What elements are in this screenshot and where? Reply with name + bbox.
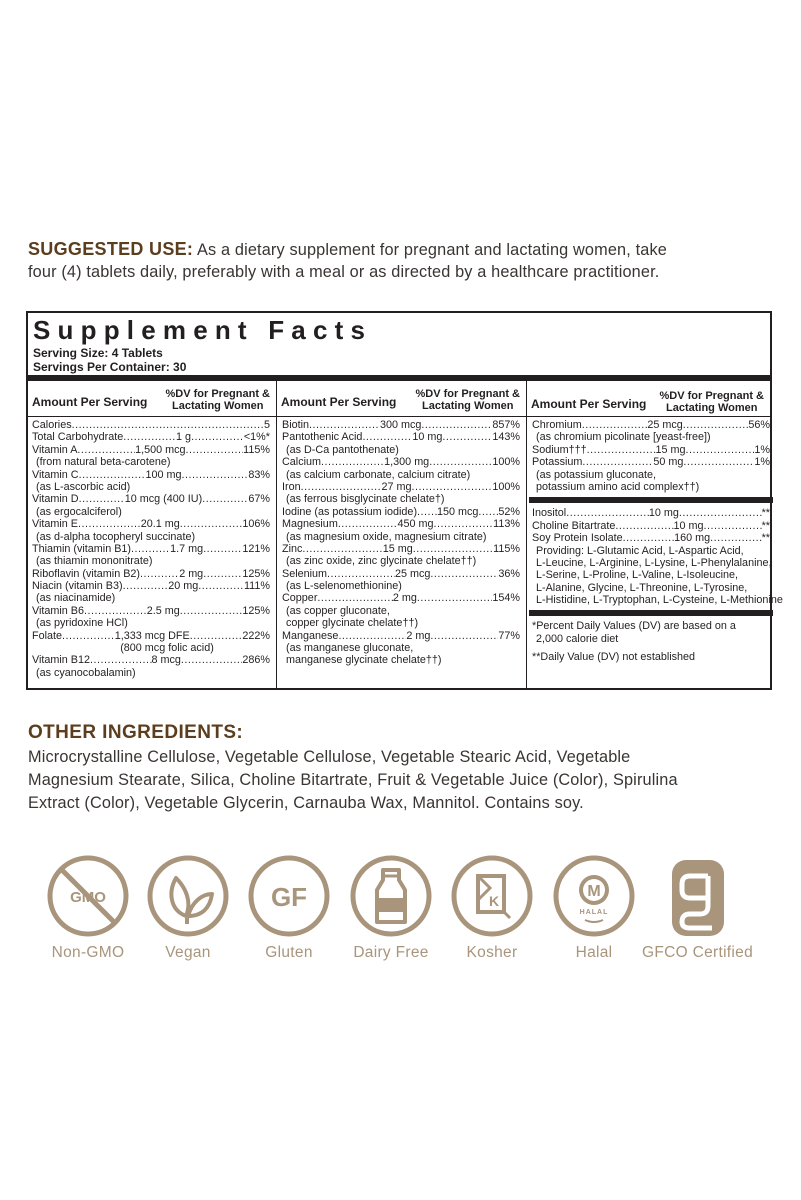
gf-text: GF (270, 882, 308, 912)
nutrient-amount: 50 mg (653, 456, 684, 469)
dot-leader (202, 493, 248, 505)
nutrient-amount: 15 mg (655, 443, 686, 456)
nutrient-row (32, 630, 270, 642)
column-divider-1 (276, 375, 277, 688)
nutrient-dv: 115% (493, 542, 520, 555)
dot-leader (421, 419, 492, 431)
nutrient-dv: 56% (748, 419, 770, 431)
suggested-use (28, 238, 780, 283)
serving-size: Serving Size: 4 Tablets (33, 346, 163, 360)
suggested-use-text-1: As a dietary supplement for pregnant and lactating women, take (197, 241, 667, 259)
badge-label: Gluten (265, 944, 313, 961)
nutrient-name: Potassium (532, 456, 583, 469)
nutrient-source-note: potassium amino acid complex††) (536, 480, 700, 493)
nutrient-row (32, 580, 270, 592)
nutrient-row (532, 520, 770, 532)
column-header-2 (277, 386, 526, 416)
nutrient-source-note: (as chromium picolinate [yeast-free]) (536, 431, 711, 444)
dot-leader (362, 431, 412, 443)
dot-leader (79, 469, 146, 481)
nutrient-name: Folate (32, 629, 63, 642)
dv-header-line-1: %DV for Pregnant & (165, 388, 270, 400)
dot-leader (190, 630, 243, 642)
suggested-use-heading: SUGGESTED USE: (28, 239, 194, 259)
nutrient-dv: 222% (242, 629, 270, 642)
nutrient-name: Riboflavin (vitamin B2) (32, 567, 141, 580)
dot-leader (478, 506, 498, 518)
nutrient-source-note: (as ergocalciferol) (36, 505, 122, 518)
nutrient-amount: 2 mg (179, 567, 204, 580)
nutrient-amount: 10 mcg (400 IU) (124, 493, 203, 506)
dot-leader (338, 518, 398, 530)
nutrient-row (32, 654, 270, 666)
nutrient-row (282, 518, 520, 530)
dot-leader (140, 568, 179, 580)
nutrient-source-note: (as D-Ca pantothenate) (286, 443, 399, 456)
nutrient-name: Vitamin B6 (32, 604, 85, 617)
nutrient-amount: 10 mg (673, 519, 704, 532)
nutrient-source-note: (as calcium carbonate, calcium citrate) (286, 468, 471, 481)
badge-label: Non-GMO (51, 944, 125, 961)
nutrient-row (282, 568, 520, 580)
nutrient-row (32, 431, 270, 443)
dot-leader (566, 507, 649, 519)
nutrient-row (282, 592, 520, 604)
nutrient-dv: 36% (498, 567, 520, 580)
nutrient-source-note: (as pyridoxine HCl) (36, 617, 128, 630)
column-header-3 (527, 388, 770, 418)
nutrient-amount: 160 mg (674, 532, 711, 545)
dot-leader (704, 520, 762, 532)
nutrient-name: Vitamin C (32, 468, 79, 481)
nutrient-row (282, 630, 520, 642)
footnotes (532, 620, 770, 664)
nutrient-row (532, 419, 770, 431)
facts-title: Supplement Facts (33, 315, 373, 345)
gfco-logo-icon (668, 854, 728, 938)
nutrient-amount: 15 mg (382, 542, 413, 555)
dot-leader (686, 444, 755, 456)
dot-leader (302, 543, 382, 555)
dot-leader (301, 481, 382, 493)
nutrient-source-note: L-Histidine, L-Tryptophan, L-Cysteine, L-Methionine (536, 594, 783, 607)
dot-leader (84, 605, 147, 617)
dot-leader (434, 518, 494, 530)
nutrient-name: Chromium (532, 419, 582, 431)
nutrient-dv: 1% (754, 443, 770, 456)
dot-leader (683, 456, 754, 468)
dot-leader (412, 481, 493, 493)
nutrient-name: Thiamin (vitamin B1) (32, 542, 131, 555)
nutrient-dv: 125% (242, 567, 270, 580)
badge-gluten (244, 854, 334, 962)
nutrient-amount: 2.5 mg (146, 604, 180, 617)
dot-leader (430, 568, 498, 580)
dv-header (659, 390, 764, 414)
kosher-text: K (488, 893, 500, 909)
badge-vegan (143, 854, 233, 962)
other-ingredients-line-1: Microcrystalline Cellulose, Vegetable Cellulose, Vegetable Stearic Acid, Vegetable (28, 748, 631, 766)
dot-leader (79, 493, 125, 505)
gluten-free-icon (247, 854, 331, 938)
leaf-icon (146, 854, 230, 938)
dot-leader (317, 592, 392, 604)
nutrient-dv: 115% (243, 443, 270, 456)
nutrient-name: Inositol (532, 507, 567, 520)
nutrient-dv: 121% (242, 542, 270, 555)
nutrient-source-note: (as copper gluconate, (286, 604, 390, 617)
nutrient-row (282, 543, 520, 555)
nutrient-source-note: (as manganese gluconate, (286, 642, 414, 655)
nutrient-name: Copper (282, 592, 318, 605)
nutrient-name: Iodine (as potassium iodide) (282, 505, 418, 518)
dot-leader (181, 654, 242, 666)
dot-leader (679, 507, 762, 519)
nutrient-amount: 1,500 mcg (135, 443, 186, 456)
nutrient-name: Soy Protein Isolate (532, 532, 623, 545)
nutrient-amount: 1 g (176, 431, 192, 444)
nutrient-name: Vitamin B12 (32, 654, 91, 667)
badge-gfco (642, 854, 753, 962)
column-divider-2 (526, 375, 527, 688)
dot-leader (582, 456, 653, 468)
nutrient-source-note: (as ferrous bisglycinate chelate†) (286, 493, 445, 506)
halal-m: M (587, 883, 601, 900)
thick-rule (28, 375, 770, 381)
nutrient-row (32, 469, 270, 481)
nutrient-amount: 1,333 mcg DFE (114, 629, 190, 642)
dot-leader (182, 469, 249, 481)
footnote-calorie: 2,000 calorie diet (536, 633, 619, 646)
nutrient-name: Manganese (282, 629, 339, 642)
nutrient-source-note: L-Serine, L-Proline, L-Valine, L-Isoleucine, (536, 569, 739, 582)
nutrient-row (282, 506, 520, 518)
footnote-dv: *Percent Daily Values (DV) are based on a (532, 620, 736, 633)
suggested-use-text-2: four (4) tablets daily, preferably with a meal or as directed by a healthcare practitioner. (28, 263, 660, 281)
dot-leader (623, 532, 674, 544)
suggested-use-line-1 (28, 238, 780, 261)
dot-leader (77, 444, 135, 456)
nutrient-amount: 10 mg (648, 507, 679, 520)
dot-leader (180, 518, 243, 530)
amount-header: Amount Per Serving (531, 397, 647, 411)
dot-leader (338, 630, 406, 642)
dot-leader (72, 419, 264, 431)
dot-leader (203, 543, 242, 555)
nutrient-amount: 1,300 mg (384, 456, 430, 469)
black-bar (529, 610, 773, 616)
badge-label: Halal (575, 944, 613, 961)
nutrient-name: Total Carbohydrate (32, 431, 124, 444)
dot-leader (710, 532, 761, 544)
nutrient-dv: 125% (242, 604, 270, 617)
nutrient-source-note: copper glycinate chelate††) (286, 617, 419, 630)
dv-header-line-2: Lactating Women (172, 400, 264, 412)
nutrient-source-note: L-Alanine, Glycine, L-Threonine, L-Tyrosine, (536, 581, 748, 594)
nutrient-amount: 20 mg (168, 580, 199, 593)
nutrient-column-3-top (532, 419, 770, 493)
nutrient-row (282, 431, 520, 443)
nutrient-dv: 106% (242, 518, 270, 531)
nutrient-dv: <1%* (243, 431, 270, 444)
badge-kosher (447, 854, 537, 962)
nutrient-source-note: (as L-selenomethionine) (286, 580, 402, 593)
badge-label: Kosher (466, 944, 518, 961)
nutrient-amount: 10 mg (412, 431, 443, 444)
nutrient-dv: ** (761, 507, 770, 520)
other-ingredients-line-3: Extract (Color), Vegetable Glycerin, Carnauba Wax, Mannitol. Contains soy. (28, 794, 584, 812)
dv-header (415, 388, 520, 412)
dot-leader (413, 543, 493, 555)
nutrient-dv: 111% (243, 580, 270, 593)
nutrient-source-note: (as potassium gluconate, (536, 468, 657, 481)
dot-leader (615, 520, 673, 532)
nutrient-dv: 857% (492, 419, 520, 431)
dot-leader (78, 518, 141, 530)
nutrient-dv: 113% (493, 518, 520, 531)
nutrient-name: Vitamin E (32, 518, 79, 531)
nutrient-source-note: (as magnesium oxide, magnesium citrate) (286, 530, 487, 543)
nutrient-amount: 100 mg (145, 468, 182, 481)
nutrient-row (32, 493, 270, 505)
nutrient-row (282, 419, 520, 431)
nutrient-dv: 1% (754, 456, 770, 469)
dot-leader (327, 568, 395, 580)
column-header-1 (28, 386, 276, 416)
nutrient-row (32, 518, 270, 530)
gmo-text: GMO (70, 889, 106, 906)
dot-leader (198, 580, 244, 592)
nutrient-source-note: (as thiamin mononitrate) (36, 555, 153, 568)
nutrient-row (532, 456, 770, 468)
nutrient-source-note: (800 mcg folic acid) (120, 642, 214, 655)
nutrient-row (32, 568, 270, 580)
nutrient-amount: 25 mcg (647, 419, 683, 431)
dot-leader (417, 592, 492, 604)
nutrient-row (282, 456, 520, 468)
nutrient-column-3-middle (532, 507, 783, 607)
nutrient-column-1 (32, 419, 270, 679)
dot-leader (429, 456, 492, 468)
supplement-facts-panel (26, 311, 783, 690)
halal-icon (552, 854, 636, 938)
other-ingredients-heading: OTHER INGREDIENTS: (28, 722, 244, 743)
black-bar (529, 497, 773, 503)
dot-leader (442, 431, 492, 443)
nutrient-name: Choline Bitartrate (532, 519, 616, 532)
nutrient-amount: 27 mg (381, 480, 412, 493)
nutrient-row (532, 507, 770, 519)
dot-leader (123, 580, 169, 592)
nutrient-amount: 8 mcg (151, 654, 181, 667)
dot-leader (203, 568, 242, 580)
other-ingredients-line-2: Magnesium Stearate, Silica, Choline Bitartrate, Fruit & Vegetable Juice (Color), Spirulina (28, 771, 678, 789)
dot-leader (191, 431, 244, 443)
nutrient-source-note: (as cyanocobalamin) (36, 666, 136, 679)
nutrient-dv: 100% (492, 480, 520, 493)
badge-label: Vegan (165, 944, 211, 961)
dv-header-line-2: Lactating Women (422, 400, 514, 412)
dot-leader (131, 543, 170, 555)
dv-header-line-1: %DV for Pregnant & (415, 388, 520, 400)
nutrient-amount: 2 mg (406, 629, 431, 642)
nutrient-dv: 100% (492, 456, 520, 469)
nutrient-row (32, 543, 270, 555)
certification-badges (0, 854, 801, 964)
nutrient-name: Iron (282, 480, 301, 493)
non-gmo-icon (46, 854, 130, 938)
dot-leader (417, 506, 437, 518)
nutrient-name: Pantothenic Acid (282, 431, 363, 444)
nutrient-dv: 83% (248, 468, 270, 481)
nutrient-dv: 67% (248, 493, 270, 506)
nutrient-amount: 5 (263, 419, 270, 431)
nutrient-name: Vitamin D (32, 493, 79, 506)
nutrient-source-note: (from natural beta-carotene) (36, 456, 171, 469)
amount-header: Amount Per Serving (32, 395, 148, 409)
nutrient-name: Calcium (282, 456, 321, 469)
nutrient-row (32, 444, 270, 456)
badge-label: Dairy Free (353, 944, 429, 961)
badge-dairy-free (346, 854, 436, 962)
nutrient-dv: ** (761, 532, 770, 545)
nutrient-amount: 450 mg (397, 518, 434, 531)
dot-leader (186, 444, 244, 456)
dot-leader (123, 431, 176, 443)
servings-per-container: Servings Per Container: 30 (33, 360, 187, 374)
nutrient-dv: 77% (498, 629, 520, 642)
footnote-not-established: **Daily Value (DV) not established (532, 651, 696, 664)
dot-leader (90, 654, 151, 666)
dv-header-line-2: Lactating Women (666, 402, 758, 414)
nutrient-row (32, 419, 270, 431)
nutrient-row (532, 444, 770, 456)
dot-leader (582, 419, 648, 431)
nutrient-source-note: manganese glycinate chelate††) (286, 654, 442, 667)
halal-text: HALAL (579, 909, 609, 916)
nutrient-name: Zinc (282, 542, 303, 555)
nutrient-dv: 154% (492, 592, 520, 605)
nutrient-name: Calories (32, 419, 72, 431)
dot-leader (587, 444, 656, 456)
nutrient-amount: 25 mcg (394, 567, 431, 580)
nutrient-column-2 (282, 419, 520, 667)
nutrient-row (532, 532, 770, 544)
nutrient-dv: 143% (492, 431, 521, 444)
dv-header (165, 388, 270, 412)
other-ingredients-text (28, 746, 780, 815)
nutrient-amount: 300 mcg (379, 419, 422, 431)
dot-leader (321, 456, 384, 468)
dv-header-line-1: %DV for Pregnant & (659, 390, 764, 402)
nutrient-column-3 (532, 419, 783, 664)
nutrient-source-note: (as zinc oxide, zinc glycinate chelate††) (286, 555, 477, 568)
nutrient-dv: 52% (498, 505, 520, 518)
nutrient-name: Sodium††† (532, 443, 587, 456)
kosher-icon (450, 854, 534, 938)
nutrient-name: Selenium (282, 567, 328, 580)
nutrient-name: Biotin (282, 419, 310, 431)
nutrient-amount: 1.7 mg (170, 542, 204, 555)
nutrient-source-note: Providing: L-Glutamic Acid, L-Aspartic Acid, (536, 544, 744, 557)
nutrient-amount: 150 mcg (437, 505, 479, 518)
nutrient-row (282, 481, 520, 493)
nutrient-row (32, 605, 270, 617)
badge-label: GFCO Certified (642, 944, 753, 961)
dot-leader (180, 605, 243, 617)
amount-header: Amount Per Serving (281, 395, 397, 409)
nutrient-source-note: (as niacinamide) (36, 592, 116, 605)
badge-non-gmo (43, 854, 133, 962)
nutrient-source-note: (as L-ascorbic acid) (36, 480, 131, 493)
nutrient-name: Magnesium (282, 518, 338, 531)
nutrient-amount: 20.1 mg (140, 518, 180, 531)
nutrient-dv: 286% (242, 654, 270, 667)
nutrient-source-note: (as d-alpha tocopheryl succinate) (36, 530, 196, 543)
nutrient-name: Vitamin A (32, 443, 78, 456)
nutrient-name: Niacin (vitamin B3) (32, 580, 123, 593)
dot-leader (683, 419, 749, 431)
nutrient-amount: 2 mg (392, 592, 417, 605)
nutrient-source-note: L-Leucine, L-Arginine, L-Lysine, L-Phenylalanine, (536, 556, 772, 569)
dot-leader (62, 630, 115, 642)
badge-halal (549, 854, 639, 962)
milk-bottle-icon (349, 854, 433, 938)
dot-leader (430, 630, 498, 642)
dot-leader (309, 419, 380, 431)
nutrient-dv: ** (761, 519, 770, 532)
